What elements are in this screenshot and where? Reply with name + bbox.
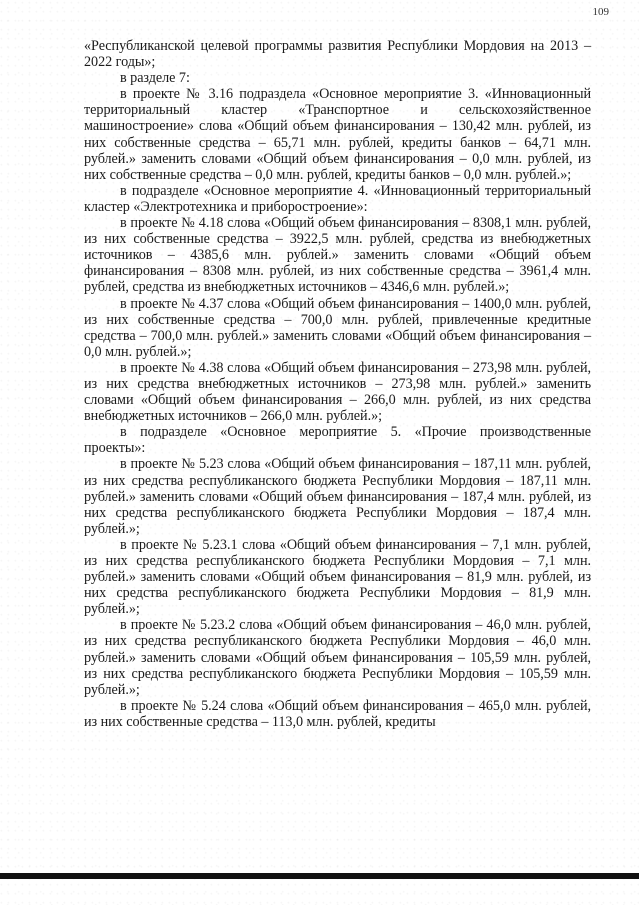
- document-body: [84, 38, 591, 730]
- paragraph-project-5-23-2: в проекте № 5.23.2 слова «Общий объем финансирования – 46,0 млн. рублей, из них средства республиканского бюджета Республики Мордовия – 46,0 млн. рублей.» заменить словами «Общий объем финансирования – 105,59 млн. рублей, из них средства республиканского бюджета Республики Мордовия – 105,59 млн. рублей.»;: [84, 617, 591, 698]
- paragraph-project-5-23-1: в проекте № 5.23.1 слова «Общий объем финансирования – 7,1 млн. рублей, из них средства республиканского бюджета Республики Мордовия – 7,1 млн. рублей.» заменить словами «Общий объем финансирования – 81,9 млн. рублей, из них средства республиканского бюджета Республики Мордовия – 81,9 млн. рублей.»;: [84, 536, 591, 618]
- paragraph-program-title: «Республиканской целевой программы развития Республики Мордовия на 2013 – 2022 годы»;: [84, 38, 591, 71]
- paragraph-project-4-38: в проекте № 4.38 слова «Общий объем финансирования – 273,98 млн. рублей, из них средства внебюджетных источников – 273,98 млн. рублей.» заменить словами «Общий объем финансирования – 266,0 млн. рублей, из них средства внебюджетных источников – 266,0 млн. рублей.»;: [84, 359, 591, 425]
- paragraph-project-3-16: в проекте № 3.16 подраздела «Основное мероприятие 3. «Инновационный территориальный кластер «Транспортное и сельскохозяйственное машиностроение» слова «Общий объем финансирования – 130,42 млн. рублей, из них собственные средства – 65,71 млн. рублей, кредиты банков – 64,71 млн. рублей.» заменить словами «Общий объем финансирования – 0,0 млн. рублей, из них собственные средства – 0,0 млн. рублей, кредиты банков – 0,0 млн. рублей.»;: [84, 86, 591, 183]
- paragraph-section-7: в разделе 7:: [120, 70, 190, 87]
- paragraph-project-4-37: в проекте № 4.37 слова «Общий объем финансирования – 1400,0 млн. рублей, из них собственные средства – 700,0 млн. рублей, привлеченные кредитные средства – 700,0 млн. рублей.» заменить словами «Общий объем финансирования – 0,0 млн. рублей.»;: [84, 295, 591, 360]
- paragraph-subsection-5: в подразделе «Основное мероприятие 5. «Прочие производственные проекты»:: [84, 424, 591, 457]
- scan-bottom-edge: [0, 873, 639, 879]
- paragraph-subsection-4: в подразделе «Основное мероприятие 4. «Инновационный территориальный кластер «Электротехника и приборостроение»:: [84, 182, 591, 215]
- paragraph-project-5-23: в проекте № 5.23 слова «Общий объем финансирования – 187,11 млн. рублей, из них средства республиканского бюджета Республики Мордовия – 187,11 млн. рублей.» заменить словами «Общий объем финансирования – 187,4 млн. рублей, из них средства республиканского бюджета Республики Мордовия – 187,4 млн. рублей.»;: [84, 456, 591, 537]
- paragraph-project-4-18: в проекте № 4.18 слова «Общий объем финансирования – 8308,1 млн. рублей, из них собственные средства – 3922,5 млн. рублей, средства из внебюджетных источников – 4385,6 млн. рублей.» заменить словами «Общий объем финансирования – 8308 млн. рублей, из них собственные средства – 3961,4 млн. рублей, средства из внебюджетных источников – 4346,6 млн. рублей.»;: [84, 215, 591, 296]
- page-number: 109: [592, 6, 609, 18]
- paragraph-project-5-24: в проекте № 5.24 слова «Общий объем финансирования – 465,0 млн. рублей, из них собственные средства – 113,0 млн. рублей, кредиты: [84, 697, 591, 730]
